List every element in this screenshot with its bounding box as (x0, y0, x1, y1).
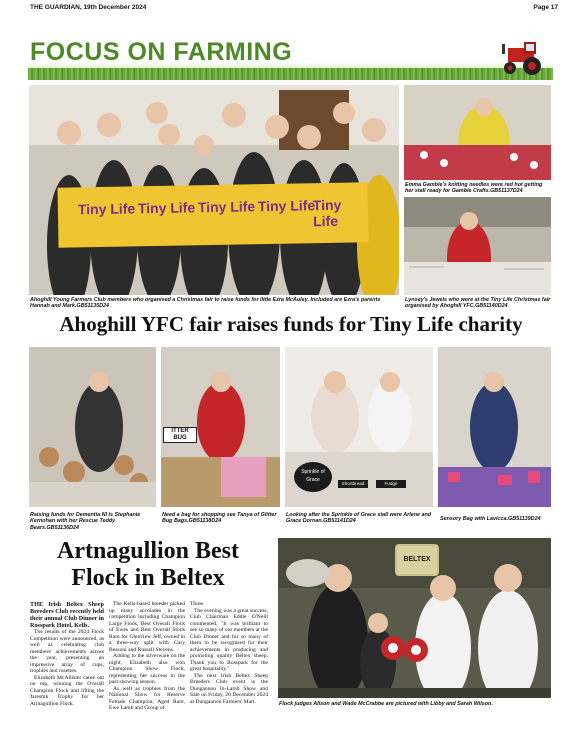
article-paragraph: The evening was a great success, Club Chairman Eddie O'Neill commented, "It was brilliant to see so many of our members at the Club Dinner and for so many of them to be recognised for their achievements in producing and promoting quality Beltex sheep. Thank you to Rosspark for the great hospitality." (190, 607, 268, 672)
article-column-2 (109, 601, 185, 712)
shortbread-sign: Shortbread (338, 480, 368, 488)
caption-main: Ahoghill Young Farmers Club members who organised a Christmas fair to raise funds for little Ezra McAuley. Included are Ezra's parents Hannah and Mark.GB51135D24 (30, 297, 381, 310)
article-paragraph: The Kells-based breeder picked up many accolades in the competition including Champion Large Flock, Best Overall Flock of Ewes and Best Overall Stock Ram for Glenview Jeff, owned in a three-way split with Gary Bessoni and Russell Stevens. (109, 601, 185, 653)
article-paragraph: As well as trophies from the National Show for Reserve Female Champion, Aged Ram, Ewe Lamb and Group of (109, 685, 185, 711)
tiny-life-logo: Tiny Life (137, 199, 196, 217)
tiny-life-banner (58, 182, 369, 247)
tiny-life-logo: Tiny Life (197, 198, 256, 216)
sprinkle-sign: Sprinkle of Grace (294, 462, 332, 492)
section-title: FOCUS ON FARMING (30, 38, 293, 66)
article-paragraph: Elizabeth McAllister came out on top, winning the Overall Champion Flock and lifting the Jaresmk Trophy for her Artnagullion Flock. (30, 674, 104, 707)
caption-flock: Flock judges Alison and Wade McCrabbe are pictured with Libby and Sarah Wilson. (279, 701, 493, 707)
tiny-life-logo: Tiny Life (77, 200, 136, 218)
tractor-icon (494, 40, 550, 76)
caption-glitter: Need a bag for shopping see Tanya of Glitter Bug Bags.GB51138D24 (162, 512, 277, 525)
article-paragraph: The results of the 2024 Flock Competition were announced, as well as celebrating club members' achievements across the year, presenting an impressive array of cups, trophies and rosettes. (30, 629, 104, 674)
beltex-sign: BELTEX (395, 544, 439, 576)
masthead-date: THE GUARDIAN, 19th December 2024 (30, 4, 147, 11)
jewels-photo (404, 197, 551, 295)
headline-fair: Ahoghill YFC fair raises funds for Tiny Life charity (59, 312, 523, 336)
page-number: Page 17 (533, 4, 558, 11)
caption-dementia: Raising funds for Dementia NI is Stephanie Kernohan with her Rescue Teddy Bears.GB51136D24 (30, 512, 141, 531)
knitting-photo (404, 85, 551, 180)
caption-jewels: Lynsey's Jewels who were at the Tiny Life Christmas fair organised by Ahoghill YFC.GB51140D24 (405, 297, 551, 310)
article-paragraph: Three. (190, 601, 205, 607)
caption-sensory: Sensory Bag with Lavicca.GB51139D24 (440, 516, 541, 522)
sensory-photo (438, 347, 551, 507)
article-paragraph: Adding to the silverware on the night, Elizabeth also won Champion Show Flock, representing her success in the past showing season. (109, 653, 185, 685)
headline-flock: Artnagullion Best Flock in Beltex (56, 538, 239, 591)
article-lead: THE Irish Beltex Sheep Breeders Club recently held their annual Club Dinner in Rosspark Hotel, Kells. (30, 601, 104, 629)
article-paragraph: The next Irish Beltex Sheep Breeders Club event is the Dungannon In-Lamb Show and Sale on Friday, 20 December 2024 at Dungannon Farmers' Mart. (190, 672, 268, 705)
dementia-photo (29, 347, 156, 507)
tiny-life-logo: Tiny Life (312, 196, 342, 230)
article-column-3 (190, 601, 268, 705)
tiny-life-logo: Tiny Life (257, 197, 316, 215)
itterbug-sign: ITTER BUG (163, 427, 197, 443)
article-column-1 (30, 601, 104, 707)
caption-knitting: Emma Gamble's knitting needles were red hot getting her stall ready for Gamble Crafts.GB51137D24 (405, 182, 543, 195)
fudge-sign: Fudge (376, 480, 406, 488)
caption-sprinkle: Looking after the Sprinkle of Grace stall were Arlene and Grace Dornan.GB51141D24 (286, 512, 432, 525)
grass-strip (28, 68, 553, 80)
